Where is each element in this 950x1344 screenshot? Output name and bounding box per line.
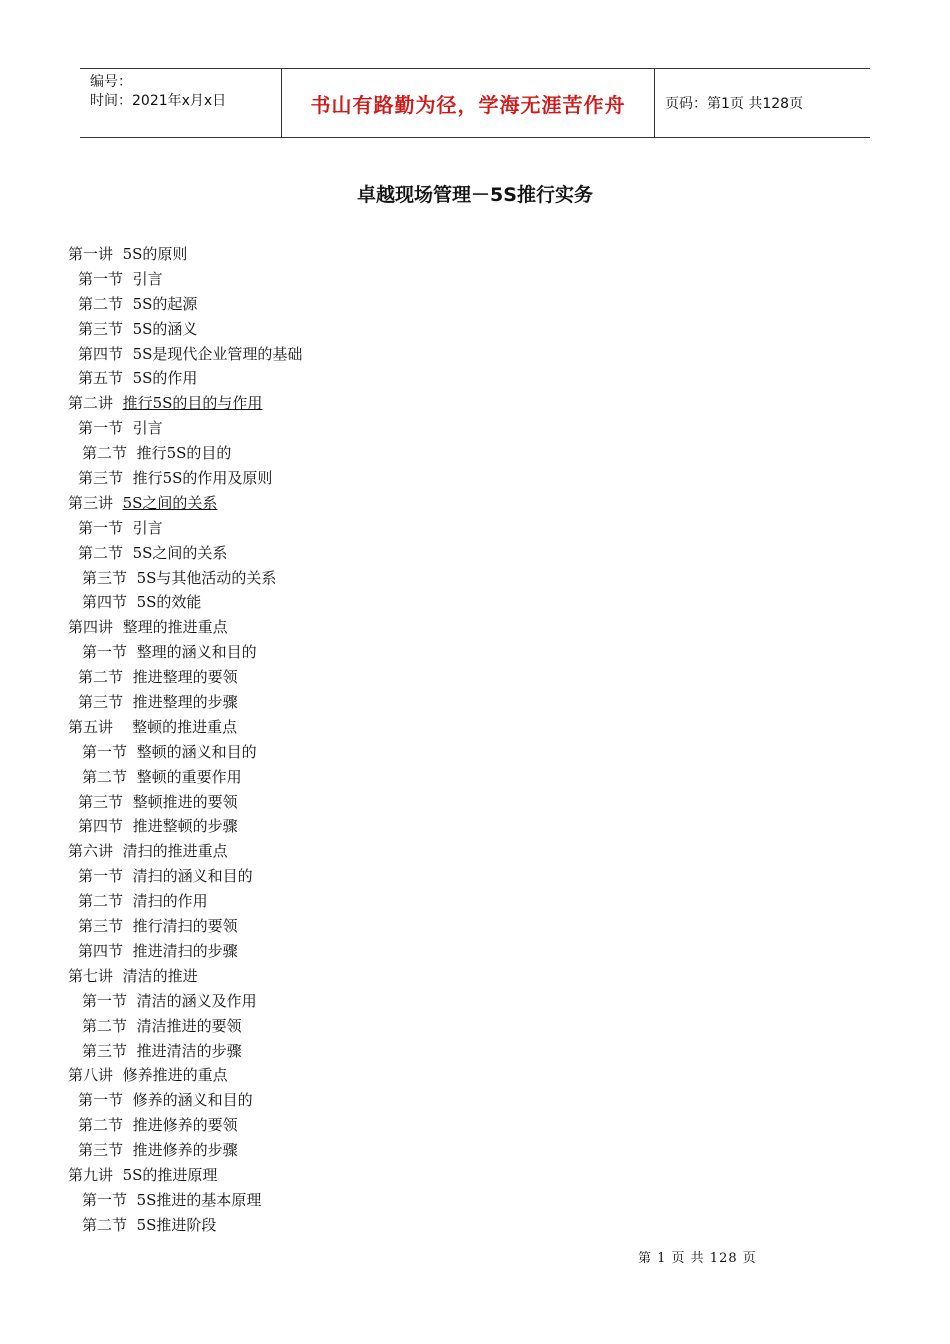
toc-entry-number: 第五节 <box>78 369 124 388</box>
toc-entry <box>0 1014 950 1039</box>
toc-entry <box>0 1039 950 1064</box>
toc-entry-title: 推进清扫的步骤 <box>132 941 238 960</box>
toc-entry-number: 第一节 <box>82 1190 128 1209</box>
serial-label: 编号： <box>90 74 132 90</box>
toc-entry <box>0 989 950 1014</box>
page-footer: 第 1 页 共 128 页 <box>638 1251 757 1266</box>
toc-entry-number: 第三节 <box>82 568 128 587</box>
toc-entry-title: 推行5S的目的与作用 <box>122 394 263 413</box>
document-title: 卓越现场管理－5S推行实务 <box>357 184 593 206</box>
toc-entry-title: 整理的涵义和目的 <box>136 643 257 662</box>
toc-entry-number: 第六讲 <box>68 842 114 861</box>
toc-entry-title: 5S之间的关系 <box>122 493 218 512</box>
toc-entry-title: 5S的涵义 <box>132 319 198 338</box>
toc-entry-number: 第七讲 <box>68 966 114 985</box>
toc-entry <box>0 366 950 391</box>
toc-entry-number: 第二节 <box>82 1215 128 1234</box>
toc-entry-title: 清扫的作用 <box>132 892 208 911</box>
toc-entry-number: 第四节 <box>78 344 124 363</box>
toc-entry-number: 第一节 <box>82 742 128 761</box>
toc-entry-title: 整顿的重要作用 <box>136 767 242 786</box>
toc-entry-number: 第四节 <box>78 817 124 836</box>
toc-entry <box>0 864 950 889</box>
toc-entry <box>0 1138 950 1163</box>
toc-entry-number: 第四讲 <box>68 618 114 637</box>
toc-entry-number: 第二节 <box>78 294 124 313</box>
toc-entry-title: 5S与其他活动的关系 <box>136 568 277 587</box>
toc-entry-title: 推进清洁的步骤 <box>136 1041 242 1060</box>
toc-entry-title: 5S之间的关系 <box>132 543 228 562</box>
toc-entry-number: 第一讲 <box>68 245 114 263</box>
toc-entry-number: 第四节 <box>82 593 128 612</box>
toc-entry-number: 第二讲 <box>68 394 114 413</box>
toc-entry-number: 第三节 <box>82 1041 128 1060</box>
toc-entry-number: 第二节 <box>78 543 124 562</box>
toc-entry-title: 推行5S的目的 <box>136 444 232 463</box>
toc-entry-title: 整理的推进重点 <box>122 618 228 637</box>
toc-entry <box>0 342 950 367</box>
toc-entry-title: 整顿推进的要领 <box>132 792 238 811</box>
toc-entry-number: 第三讲 <box>68 493 114 512</box>
toc-entry-number: 第九讲 <box>68 1165 114 1184</box>
toc-entry <box>0 715 950 740</box>
toc-entry <box>0 765 950 790</box>
toc-entry-number: 第三节 <box>78 693 124 712</box>
toc-entry-number: 第一节 <box>78 269 124 288</box>
toc-entry-title: 5S是现代企业管理的基础 <box>132 344 303 363</box>
toc-entry <box>0 640 950 665</box>
toc-entry-number: 第一节 <box>78 518 124 537</box>
toc-entry-number: 第一节 <box>78 1091 124 1110</box>
toc-entry-number: 第四节 <box>78 941 124 960</box>
toc-entry <box>0 939 950 964</box>
toc-entry <box>0 1188 950 1213</box>
toc-entry <box>0 541 950 566</box>
toc-entry <box>0 615 950 640</box>
toc-entry-number: 第三节 <box>78 1141 124 1160</box>
toc-entry-title: 推进整理的要领 <box>132 668 238 687</box>
toc-entry-number: 第五讲 <box>68 717 114 736</box>
toc-entry <box>0 1088 950 1113</box>
toc-entry-title: 整顿的推进重点 <box>122 717 238 736</box>
toc-entry-number: 第三节 <box>78 469 124 488</box>
toc-entry-number: 第三节 <box>78 792 124 811</box>
toc-entry <box>0 1163 950 1188</box>
toc-entry <box>0 466 950 491</box>
toc-entry-title: 推进整顿的步骤 <box>132 817 238 836</box>
toc-entry <box>0 914 950 939</box>
table-of-contents <box>0 242 950 1238</box>
toc-entry <box>0 267 950 292</box>
toc-entry-title: 修养推进的重点 <box>122 1066 228 1085</box>
toc-entry-title: 推行5S的作用及原则 <box>132 469 273 488</box>
toc-entry <box>0 590 950 615</box>
toc-entry-title: 5S的推进原理 <box>122 1165 218 1184</box>
toc-entry-title: 引言 <box>132 269 163 288</box>
toc-entry <box>0 665 950 690</box>
toc-entry <box>0 516 950 541</box>
toc-entry <box>0 416 950 441</box>
toc-entry-title: 推进整理的步骤 <box>132 693 238 712</box>
toc-entry-title: 5S的原则 <box>122 245 188 263</box>
header-motto: 书山有路勤为径，学海无涯苦作舟 <box>282 69 655 137</box>
toc-entry <box>0 790 950 815</box>
toc-entry-title: 5S推进阶段 <box>136 1215 217 1234</box>
toc-entry-title: 5S的作用 <box>132 369 198 388</box>
toc-entry <box>0 1213 950 1238</box>
toc-entry-title: 5S推进的基本原理 <box>136 1190 262 1209</box>
toc-entry-number: 第一节 <box>78 419 124 438</box>
toc-entry-title: 清洁的涵义及作用 <box>136 991 257 1010</box>
toc-entry-number: 第一节 <box>82 991 128 1010</box>
toc-entry <box>0 1063 950 1088</box>
header-meta <box>80 69 282 137</box>
toc-entry-title: 清洁推进的要领 <box>136 1016 242 1035</box>
toc-entry-number: 第一节 <box>82 643 128 662</box>
toc-entry-title: 引言 <box>132 419 163 438</box>
toc-entry-number: 第一节 <box>78 867 124 886</box>
toc-entry-title: 清扫的推进重点 <box>122 842 228 861</box>
date-label: 时间：2021年x月x日 <box>90 93 227 109</box>
toc-entry-title: 引言 <box>132 518 163 537</box>
toc-entry-title: 推进修养的要领 <box>132 1116 238 1135</box>
toc-entry <box>0 889 950 914</box>
toc-entry-number: 第二节 <box>82 1016 128 1035</box>
toc-entry-number: 第二节 <box>82 767 128 786</box>
toc-entry-number: 第二节 <box>82 444 128 463</box>
toc-entry-title: 推进修养的步骤 <box>132 1141 238 1160</box>
toc-entry <box>0 441 950 466</box>
toc-entry-number: 第二节 <box>78 1116 124 1135</box>
toc-entry <box>0 292 950 317</box>
toc-entry-title: 5S的效能 <box>136 593 202 612</box>
toc-entry <box>0 317 950 342</box>
toc-entry <box>0 391 950 416</box>
toc-entry <box>0 1113 950 1138</box>
toc-entry-title: 5S的起源 <box>132 294 198 313</box>
toc-entry-number: 第二节 <box>78 892 124 911</box>
toc-entry <box>0 740 950 765</box>
toc-entry-title: 清洁的推进 <box>122 966 198 985</box>
toc-entry-title: 推行清扫的要领 <box>132 917 238 936</box>
toc-entry-number: 第二节 <box>78 668 124 687</box>
toc-entry-title: 整顿的涵义和目的 <box>136 742 257 761</box>
toc-entry <box>0 566 950 591</box>
toc-entry <box>0 839 950 864</box>
toc-entry-title: 清扫的涵义和目的 <box>132 867 253 886</box>
toc-entry-title: 修养的涵义和目的 <box>132 1091 253 1110</box>
toc-entry-number: 第三节 <box>78 319 124 338</box>
toc-entry <box>0 690 950 715</box>
header-page-info: 页码：第1页 共128页 <box>665 96 804 112</box>
toc-entry <box>0 964 950 989</box>
toc-entry-number: 第三节 <box>78 917 124 936</box>
toc-entry <box>0 814 950 839</box>
toc-entry <box>0 242 950 267</box>
toc-entry <box>0 491 950 516</box>
toc-entry-number: 第八讲 <box>68 1066 114 1085</box>
page-header <box>80 68 870 138</box>
